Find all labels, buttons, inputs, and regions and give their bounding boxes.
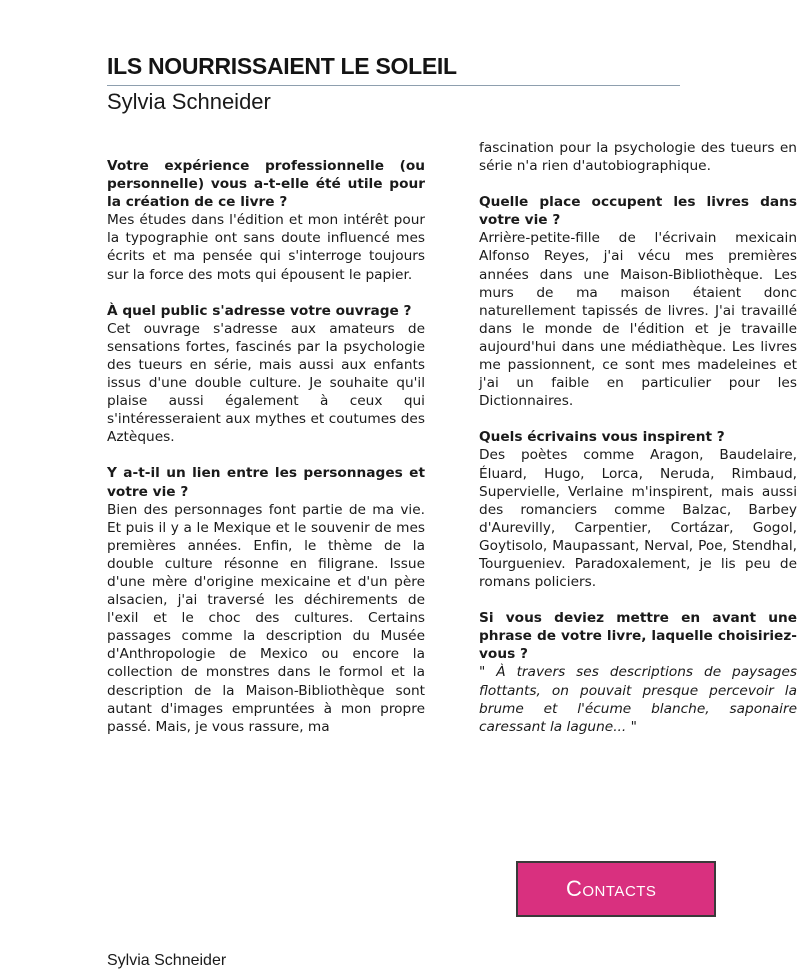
answer-characters-life: Bien des personnages font partie de ma vie. Et puis il y a le Mexique et le souvenir de mes premières années. Enfin, le thème de la double culture résonne en filigrane. Issue d'une mère d'origine mexicaine et d'un père alsacien, j'ai traversé les déchirements de l'exil et le choc des cultures. Certains passages comme la description du Musée d'Anthropologie de Mexico ou encore la collection de monstres dans le formol et la description de la Maison-Bibliothèque sont autant d'images empruntées à mon propre passé. Mais, je vous rassure, ma (107, 501, 425, 735)
question-characters-life: Y a-t-il un lien entre les personnages et votre vie ? (107, 465, 425, 500)
question-inspiring-writers: Quels écrivains vous inspirent ? (479, 429, 725, 446)
answer-professional-experience: Mes études dans l'édition et mon intérêt pour la typographie ont sans doute influencé mes écrits et ma pensée qui s'interroge toujours sur la force des mots qui épousent le papier. (107, 212, 425, 283)
question-books-place: Quelle place occupent les livres dans votre vie ? (479, 194, 797, 229)
answer-audience: Cet ouvrage s'adresse aux amateurs de sensations fortes, fascinés par la psychologie des tueurs en série, mais aussi aux enfants issus d'une double culture. Je souhaite qu'il plaise aussi également à ceux qui s'intéresseraient aux mythes et coutumes des Aztèques. (107, 320, 425, 446)
question-audience: À quel public s'adresse votre ouvrage ? (107, 302, 412, 319)
question-favorite-phrase: Si vous deviez mettre en avant une phrase de votre livre, laquelle choisiriez-vous ? (479, 610, 797, 663)
answer-continuation: fascination pour la psychologie des tueurs en série n'a rien d'autobiographique. (479, 140, 797, 175)
right-column (479, 139, 797, 736)
contacts-button[interactable]: Contacts (516, 861, 716, 917)
title-divider (107, 85, 680, 86)
answer-books-place: Arrière-petite-fille de l'écrivain mexicain Alfonso Reyes, j'ai vécu mes premières années dans une Maison-Bibliothèque. Les murs de ma maison étaient donc naturellement tapissés de livres. J'ai travaillé dans le monde de l'édition et je travaille aujourd'hui dans une médiathèque. Les livres me passionnent, ce sont mes madeleines et j'ai un faible en particulier pour les Dictionnaires. (479, 230, 797, 410)
question-professional-experience: Votre expérience professionnelle (ou personnelle) vous a-t-elle été utile pour la création de ce livre ? (107, 158, 425, 211)
left-column (107, 157, 425, 736)
page-title: ILS NOURRISSAIENT LE SOLEIL (107, 53, 457, 79)
book-quote: " À travers ses descriptions de paysages flottants, on pouvait presque percevoir la brume et l'écume blanche, saponaire caressant la lagune... " (479, 664, 797, 735)
author-name: Sylvia Schneider (107, 89, 271, 114)
answer-inspiring-writers: Des poètes comme Aragon, Baudelaire, Éluard, Hugo, Lorca, Neruda, Rimbaud, Supervielle, Verlaine m'inspirent, mais aussi des romanciers comme Balzac, Barbey d'Aurevilly, Carpentier, Cortázar, Gogol, Goytisolo, Maupassant, Nerval, Poe, Stendhal, Tourgueniev. Paradoxalement, je lis peu de romans policiers. (479, 447, 797, 591)
footer-author: Sylvia Schneider (107, 952, 227, 969)
